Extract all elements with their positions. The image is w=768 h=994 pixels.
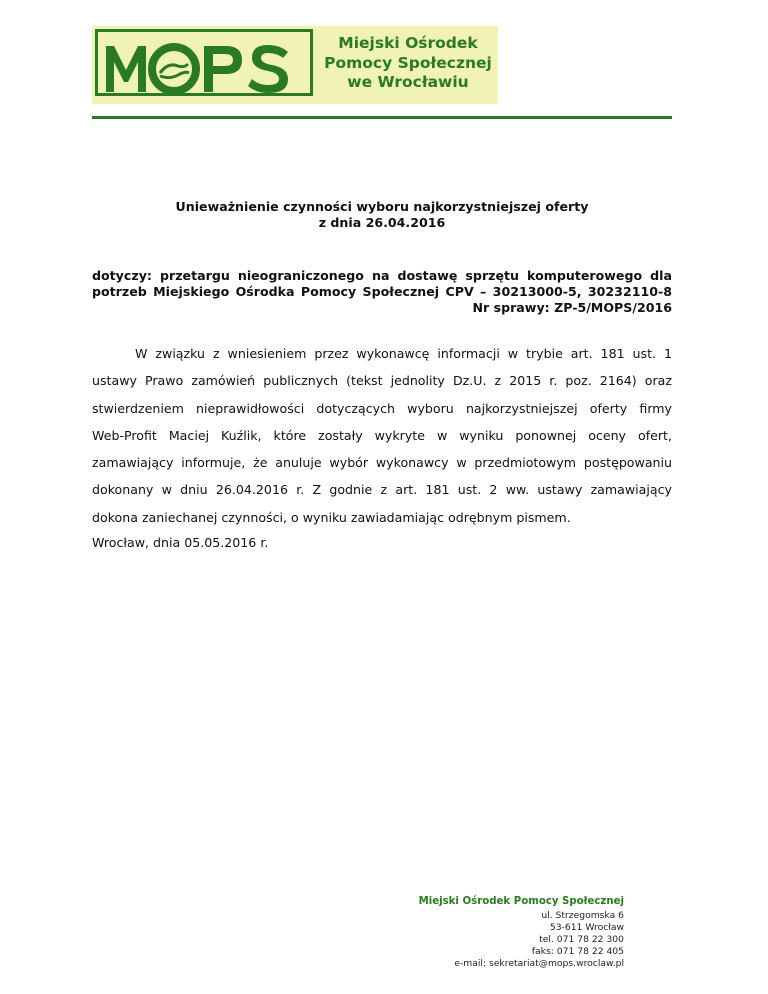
place-and-date: Wrocław, dnia 05.05.2016 r. (92, 535, 269, 550)
body-line: stwierdzeniem nieprawidłowości dotyczących wyboru najkorzystniejszej oferty firmy (92, 400, 672, 416)
document-body (92, 340, 672, 531)
case-number: Nr sprawy: ZP-5/MOPS/2016 (472, 300, 672, 315)
document-subject (92, 268, 672, 316)
logo-line: we Wrocławiu (347, 73, 469, 91)
footer-postal: 53-611 Wrocław (549, 922, 624, 933)
footer-address: ul. Strzegomska 6 (541, 910, 624, 921)
footer-email[interactable]: e-mail: sekretariat@mops.wroclaw.pl (454, 958, 624, 969)
subject-line: dotyczy: przetargu nieograniczonego na dostawę sprzętu komputerowego dla (92, 268, 672, 283)
title-date: z dnia 26.04.2016 (318, 215, 446, 230)
body-line: dokona zaniechanej czynności, o wyniku zawiadamiając odrębnym pismem. (92, 509, 571, 525)
footer-org-name: Miejski Ośrodek Pomocy Społecznej (418, 896, 624, 907)
document-title (92, 199, 672, 231)
logo-institution-name (320, 34, 496, 93)
body-line: zamawiający informuje, że anuluje wybór wykonawcy w przedmiotowym postępowaniu (92, 455, 672, 471)
footer-fax: faks: 071 78 22 405 (531, 946, 624, 957)
mops-logo-mark (92, 26, 316, 104)
logo-line: Pomocy Społecznej (324, 53, 492, 72)
body-line: dokonany w dniu 26.04.2016 r. Z godnie z art. 181 ust. 2 ww. ustawy zamawiający (92, 482, 672, 498)
body-line: W związku z wniesieniem przez wykonawcę informacji w trybie art. 181 ust. 1 (135, 346, 672, 361)
body-line: ustawy Prawo zamówień publicznych (tekst jednolity Dz.U. z 2015 r. poz. 2164) oraz (92, 373, 672, 389)
footer-phone: tel. 071 78 22 300 (539, 934, 624, 945)
title-line: Unieważnienie czynności wyboru najkorzystniejszej oferty (175, 199, 589, 214)
body-line: Web-Profit Maciej Kuźlik, które zostały wykryte w wyniku ponownej oceny ofert, (92, 427, 672, 443)
header-divider (92, 116, 672, 119)
logo-line: Miejski Ośrodek (338, 34, 478, 52)
footer-contact (400, 896, 624, 970)
subject-line: potrzeb Miejskiego Ośrodka Pomocy Społecznej CPV – 30213000-5, 30232110-8 (92, 284, 672, 299)
mops-logo (92, 26, 498, 104)
